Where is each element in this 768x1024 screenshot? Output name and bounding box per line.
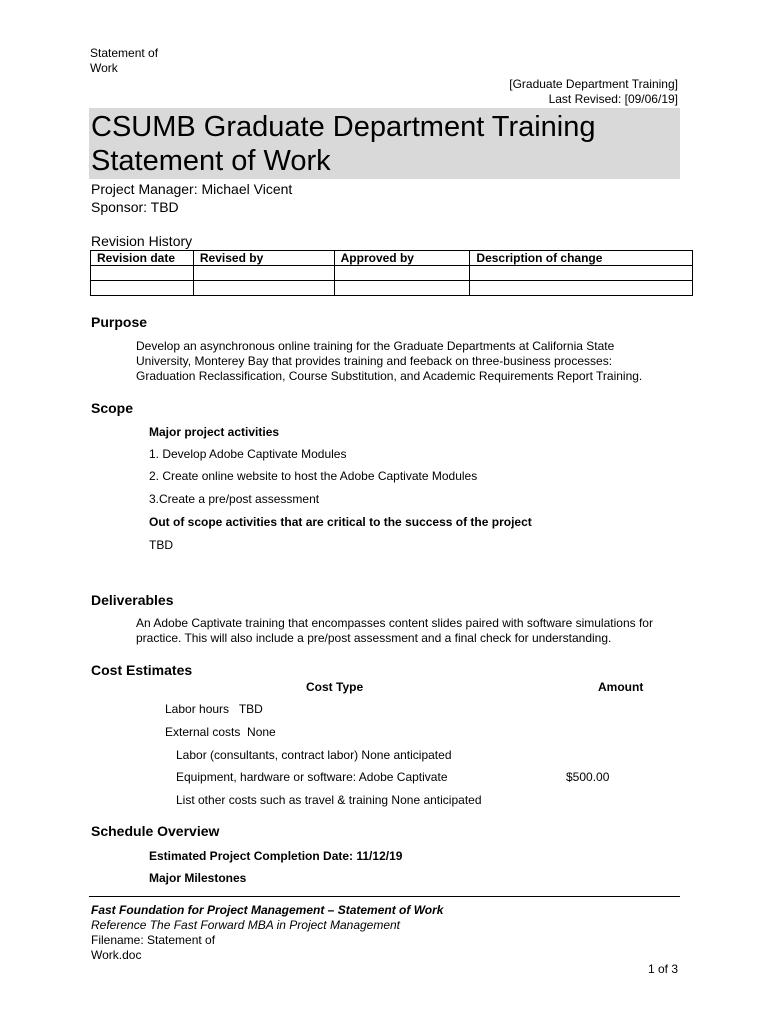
list-item: 2. Create online website to host the Adobe Captivate Modules: [149, 469, 478, 483]
section-heading-cost: Cost Estimates: [91, 662, 193, 678]
doc-footer: [91, 903, 443, 963]
section-heading-deliverables: Deliverables: [91, 592, 174, 608]
major-milestones-label: Major Milestones: [149, 871, 247, 885]
out-of-scope-value: TBD: [149, 538, 173, 552]
document-title: [91, 110, 596, 178]
table-row: [91, 281, 693, 296]
column-header: Description of change: [470, 251, 693, 266]
project-meta: [91, 180, 292, 216]
header-left-line: Work: [90, 61, 118, 75]
footer-divider: [89, 896, 680, 897]
title-line: CSUMB Graduate Department Training: [91, 111, 596, 143]
section-heading-scope: Scope: [91, 400, 134, 416]
revision-history-label: Revision History: [91, 233, 193, 249]
table-cell: [91, 266, 194, 281]
footer-filename: Work.doc: [91, 948, 142, 962]
purpose-line: Graduation Reclassification, Course Substitution, and Academic Requirements Report Training.: [136, 369, 643, 383]
deliverables-line: practice. This will also include a pre/post assessment and a final check for understanding.: [136, 631, 612, 645]
list-item: 3.Create a pre/post assessment: [149, 492, 320, 506]
list-item: 1. Develop Adobe Captivate Modules: [149, 447, 347, 461]
footer-reference: Reference The Fast Forward MBA in Project Management: [91, 918, 401, 932]
project-manager: Project Manager: Michael Vicent: [91, 181, 293, 197]
amount-header: Amount: [598, 680, 644, 694]
major-activities-label: Major project activities: [149, 425, 280, 439]
purpose-line: Develop an asynchronous online training for the Graduate Departments at California State: [136, 339, 615, 353]
doc-header-left: [90, 46, 158, 76]
out-of-scope-label: Out of scope activities that are critical to the success of the project: [149, 515, 532, 529]
deliverables-text: [136, 616, 696, 646]
table-cell: [470, 266, 693, 281]
equipment-amount: $500.00: [566, 770, 610, 784]
table-cell: [91, 281, 194, 296]
footer-title: Fast Foundation for Project Management – Statement of Work: [91, 903, 444, 917]
header-project-name: [Graduate Department Training]: [509, 77, 678, 91]
page-number: 1 of 3: [647, 962, 678, 976]
header-left-line: Statement of: [90, 46, 159, 60]
sponsor: Sponsor: TBD: [91, 199, 179, 215]
external-costs: External costs None: [165, 725, 276, 739]
purpose-line: University, Monterey Bay that provides training and feeback on three-business processes:: [136, 354, 613, 368]
title-line: Statement of Work: [91, 145, 331, 177]
equipment-cost: Equipment, hardware or software: Adobe Captivate: [176, 770, 448, 784]
completion-date: Estimated Project Completion Date: 11/12/19: [149, 849, 403, 863]
table-cell: [334, 266, 470, 281]
header-last-revised: Last Revised: [09/06/19]: [548, 92, 678, 106]
doc-header-right: [509, 77, 678, 107]
table-cell: [193, 281, 334, 296]
table-cell: [470, 281, 693, 296]
section-heading-purpose: Purpose: [91, 314, 148, 330]
other-costs: List other costs such as travel & training None anticipated: [176, 793, 482, 807]
revision-history-table: [90, 250, 693, 296]
labor-consultants: Labor (consultants, contract labor) None anticipated: [176, 748, 452, 762]
footer-filename: Filename: Statement of: [91, 933, 216, 947]
column-header: Revised by: [193, 251, 334, 266]
purpose-text: [136, 339, 696, 384]
cost-type-header: Cost Type: [306, 680, 364, 694]
table-row: [91, 266, 693, 281]
deliverables-line: An Adobe Captivate training that encompasses content slides paired with software simulations for: [136, 616, 653, 630]
table-cell: [334, 281, 470, 296]
section-heading-schedule: Schedule Overview: [91, 823, 220, 839]
column-header: Approved by: [334, 251, 470, 266]
column-header: Revision date: [91, 251, 194, 266]
table-header-row: [91, 251, 693, 266]
table-cell: [193, 266, 334, 281]
labor-hours: Labor hours TBD: [165, 702, 263, 716]
